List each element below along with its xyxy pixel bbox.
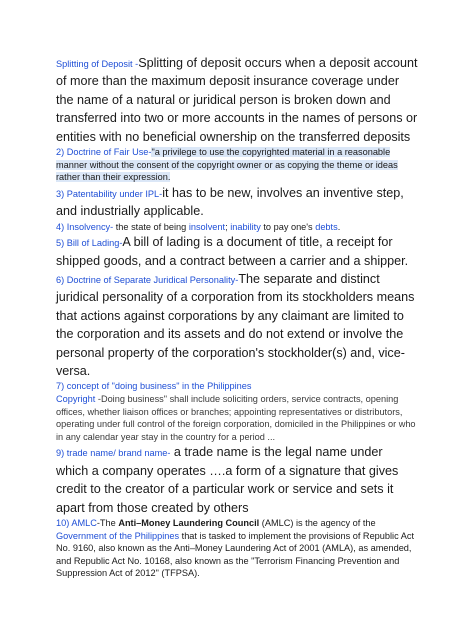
entry-label[interactable]: 10) AMLC (56, 518, 97, 529)
entry-label[interactable]: 3) Patentability under IPL- (56, 188, 163, 199)
entry-text: -The (96, 518, 119, 529)
entry-text: (AMLC) is the agency of the (259, 518, 376, 529)
entry-text: the state of being (113, 221, 189, 232)
entry-patentability (56, 184, 418, 221)
entry-label[interactable]: 4) Insolvency- (56, 221, 114, 232)
entry-label[interactable]: 5) Bill of Lading- (56, 238, 123, 249)
entry-text: A bill of lading is a document of title, a receipt for shipped goods, and a contract between a carrier and a shipper. (56, 235, 409, 268)
entry-text: that is tasked to implement the provisions of Republic Act No. 9160, also known as the Anti–Money Laundering Act of 2001 (AMLA), as amended, and Republic Act No. 10168, also known as the "Terrorism Financing Prevention and Suppression Act of 2012" (TFPSA). (56, 530, 415, 579)
entry-label[interactable]: 9) trade name/ brand name- (56, 448, 171, 459)
entry-amlc (56, 517, 418, 580)
link-government-philippines[interactable]: Government of the Philippines (56, 530, 180, 541)
link-copyright[interactable]: Copyright (56, 394, 96, 405)
entry-text: it has to be new, involves an inventive step, and industrially applicable. (56, 185, 404, 219)
entry-text: a trade name is the legal name under which a company operates ….a form of a signature that gives credit to the creator of a particular work or service and sets it apart from those created by others (56, 445, 399, 515)
entry-text-highlighted: "a privilege to use the copyrighted material in a reasonable manner without the consent of the copyright owner or as copying the theme or ideas rather than their expression. (56, 147, 398, 183)
link-inability[interactable]: inability (230, 221, 261, 232)
entry-label[interactable]: Splitting of Deposit - (56, 59, 139, 69)
entry-end: . (337, 221, 341, 232)
entry-fair-use (56, 146, 418, 184)
entry-text: -Doing business" shall include soliciting orders, service contracts, opening offices, whether liaison offices or branches; appointing representatives or distributors, operating under full control of the foreign corporation, domiciled in the Philippines or who in any calendar year stay in the country for a period ... (56, 394, 416, 442)
entry-label[interactable]: 6) Doctrine of Separate Juridical Personality- (56, 275, 239, 286)
entry-text: Splitting of deposit occurs when a deposit account of more than the maximum deposit insurance coverage under the name of a natural or juridical person is broken down and transferred into two or more accounts in the names of persons or entities with no beneficial ownership on the transferred deposits (56, 56, 418, 144)
entry-label[interactable]: 7) concept of "doing business" in the Philippines (56, 381, 252, 392)
entry-bill-of-lading (56, 233, 418, 270)
link-insolvent[interactable]: insolvent (188, 221, 226, 232)
entry-text: to pay one's (260, 221, 316, 232)
entry-label[interactable]: 2) Doctrine of Fair Use- (56, 147, 152, 158)
entry-bold-term: Anti–Money Laundering Council (118, 518, 260, 529)
entry-splitting-of-deposit (56, 54, 418, 146)
entry-text: The separate and distinct juridical personality of a corporation from its stockholders means that actions against corporations by any claimant are limited to the corporation and its assets and do not extend or involve the personal property of the corporation's stockholder(s) and, vice-versa. (56, 272, 415, 379)
document-body (56, 54, 418, 580)
entry-doing-business (56, 380, 418, 443)
entry-trade-name (56, 443, 418, 517)
entry-insolvency (56, 221, 418, 234)
separator-text: ; (225, 221, 231, 232)
link-debts[interactable]: debts (315, 221, 338, 232)
entry-separate-juridical-personality (56, 270, 418, 380)
